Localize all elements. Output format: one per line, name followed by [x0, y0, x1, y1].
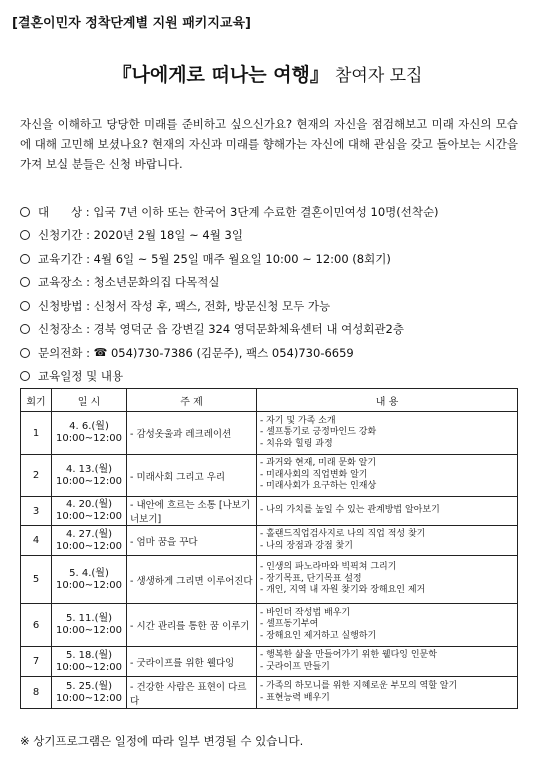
- content-line: - 홀랜드직업검사지로 나의 직업 적성 찾기: [260, 529, 426, 539]
- info-list: [20, 200, 439, 388]
- session-content: [257, 647, 518, 677]
- content-line: - 가족의 하모니를 위한 지혜로운 부모의 역할 알기: [260, 681, 458, 691]
- title-sub: 참여자 모집: [334, 66, 423, 86]
- bullet-circle-icon: [20, 371, 30, 381]
- session-date: 4. 27.(월): [65, 528, 113, 540]
- session-datetime: [52, 604, 127, 647]
- info-apply-place: [20, 318, 439, 342]
- footnote: ※ 상기프로그램은 일정에 따라 일부 변경될 수 있습니다.: [20, 734, 304, 748]
- table-row: [21, 497, 518, 526]
- info-text: 대 상 : 입국 7년 이하 또는 한국어 3단계 수료한 결혼이민여성 10명(선착순): [38, 204, 439, 219]
- page-title: [0, 60, 535, 87]
- bullet-circle-icon: [20, 301, 30, 311]
- bullet-circle-icon: [20, 230, 30, 240]
- table-row: [21, 604, 518, 647]
- info-text: 교육장소 : 청소년문화의집 다목적실: [38, 275, 220, 290]
- session-content: [257, 677, 518, 709]
- session-time: 10:00~12:00: [55, 475, 122, 487]
- content-line: - 바인더 작성법 배우기: [260, 607, 351, 618]
- session-datetime: [52, 412, 127, 455]
- info-schedule-label: [20, 365, 439, 389]
- session-no: 8: [21, 677, 52, 709]
- content-line: - 장기목표, 단기목표 설정: [260, 573, 362, 584]
- info-text: 신청기간 : 2020년 2월 18일 ~ 4월 3일: [38, 228, 243, 243]
- info-text: 신청방법 : 신청서 작성 후, 팩스, 전화, 방문신청 모두 가능: [38, 298, 331, 313]
- content-line: - 자기 및 가족 소개: [260, 415, 336, 426]
- content-line: - 인생의 파노라마와 빅픽쳐 그리기: [260, 562, 397, 573]
- session-datetime: [52, 455, 127, 497]
- session-date: 4. 6.(월): [69, 421, 109, 432]
- session-content: [257, 497, 518, 526]
- session-topic: - 생생하게 그리면 이루어진다: [127, 556, 257, 604]
- session-topic: - 건강한 사람은 표현이 다르다: [127, 677, 257, 709]
- table-row: [21, 455, 518, 497]
- session-date: 4. 13.(월): [65, 463, 113, 475]
- info-text: 교육일정 및 내용: [38, 369, 124, 384]
- session-time: 10:00~12:00: [55, 540, 122, 552]
- session-date: 5. 4.(월): [69, 567, 109, 579]
- info-target: [20, 200, 439, 224]
- info-apply-method: [20, 294, 439, 318]
- content-line: - 과거와 현재, 미래 문화 알기: [260, 458, 377, 469]
- header-label: [결혼이민자 정착단계별 지원 패키지교육]: [12, 16, 251, 31]
- session-time: 10:00~12:00: [55, 579, 122, 591]
- session-topic: - 내안에 흐르는 소통 [나보기 너보기]: [127, 497, 257, 526]
- session-datetime: [52, 526, 127, 556]
- table-row: [21, 412, 518, 455]
- bullet-circle-icon: [20, 324, 30, 334]
- bullet-circle-icon: [20, 348, 30, 358]
- session-time: 10:00~12:00: [55, 511, 122, 522]
- content-line: - 미래사회가 요구하는 인재상: [260, 481, 377, 492]
- content-line: - 장해요인 제거하고 실행하기: [260, 630, 377, 641]
- schedule-table: [20, 388, 518, 709]
- session-datetime: [52, 647, 127, 677]
- session-no: 5: [21, 556, 52, 604]
- session-time: 10:00~12:00: [55, 625, 122, 636]
- col-header-session: 회기: [21, 389, 52, 412]
- table-row: [21, 677, 518, 709]
- session-date: 4. 20.(월): [65, 499, 113, 510]
- session-datetime: [52, 677, 127, 709]
- table-row: [21, 526, 518, 556]
- col-header-datetime: 일 시: [52, 389, 127, 412]
- col-header-topic: 주 제: [127, 389, 257, 412]
- telephone-icon: ☎: [93, 346, 108, 360]
- session-no: 4: [21, 526, 52, 556]
- info-edu-place: [20, 271, 439, 295]
- session-content: [257, 412, 518, 455]
- session-datetime: [52, 497, 127, 526]
- contact-text: 054)730-7386 (김문주), 팩스 054)730-6659: [107, 345, 354, 360]
- session-no: 7: [21, 647, 52, 677]
- col-header-content: 내 용: [257, 389, 518, 412]
- session-time: 10:00~12:00: [55, 433, 122, 444]
- content-line: - 치유와 힐링 과정: [260, 438, 333, 449]
- title-main: 『나에게로 떠나는 여행』: [112, 64, 329, 86]
- session-topic: - 굿라이프를 위한 웰다잉: [127, 647, 257, 677]
- session-content: [257, 604, 518, 647]
- session-content: [257, 455, 518, 497]
- bullet-circle-icon: [20, 277, 30, 287]
- info-contact: [20, 341, 439, 365]
- content-line: - 셀프통기로 긍정마인드 강화: [260, 427, 377, 438]
- contact-label: 문의전화 :: [38, 345, 94, 360]
- content-line: - 나의 장점과 강점 찾기: [260, 540, 353, 551]
- content-line: - 나의 가치를 높일 수 있는 관계방법 알아보기: [260, 505, 440, 516]
- bullet-circle-icon: [20, 254, 30, 264]
- info-edu-period: [20, 247, 439, 271]
- table-header-row: [21, 389, 518, 412]
- session-content: [257, 556, 518, 604]
- table-row: [21, 647, 518, 677]
- info-text: 신청장소 : 경북 영덕군 읍 강변길 324 영덕문화체육센터 내 여성회관2층: [38, 322, 404, 337]
- session-time: 10:00~12:00: [55, 661, 122, 673]
- session-no: 2: [21, 455, 52, 497]
- session-datetime: [52, 556, 127, 604]
- session-content: [257, 526, 518, 556]
- table-row: [21, 556, 518, 604]
- session-time: 10:00~12:00: [55, 692, 122, 704]
- info-apply-period: [20, 224, 439, 248]
- session-topic: - 시간 관리를 통한 꿈 이루기: [127, 604, 257, 647]
- session-no: 3: [21, 497, 52, 526]
- session-no: 6: [21, 604, 52, 647]
- session-topic: - 미래사회 그리고 우리: [127, 455, 257, 497]
- content-line: - 셀프동기부여: [260, 619, 319, 630]
- info-text: 교육기간 : 4월 6일 ~ 5월 25일 매주 월요일 10:00 ~ 12:00 (8회기): [38, 251, 391, 266]
- content-line: - 표현능력 배우기: [260, 692, 330, 703]
- content-line: - 굿라이프 만들기: [260, 661, 330, 672]
- session-date: 5. 25.(월): [65, 680, 113, 692]
- session-date: 5. 18.(월): [65, 649, 113, 661]
- content-line: - 미래사회의 직업변화 알기: [260, 469, 368, 480]
- bullet-circle-icon: [20, 207, 30, 217]
- content-line: - 개인, 지역 내 자원 찾기와 장해요인 제거: [260, 585, 426, 596]
- session-topic: - 엄마 꿈을 꾸다: [127, 526, 257, 556]
- session-no: 1: [21, 412, 52, 455]
- session-topic: - 감성옷울과 레크레이션: [127, 412, 257, 455]
- content-line: - 행복한 삶을 만들어가기 위한 웰다잉 인문학: [260, 650, 437, 660]
- intro-paragraph: 자신을 이해하고 당당한 미래를 준비하고 싶으신가요? 현재의 자신을 점검해보고 미래 자신의 모습에 대해 고민해 보셨나요? 현재의 자신과 미래를 향해가는 자신에 대해 관심을 갖고 돌아보는 시간을 가져 보실 분들은 신청 바랍니다.: [20, 117, 518, 171]
- session-date: 5. 11.(월): [65, 613, 113, 624]
